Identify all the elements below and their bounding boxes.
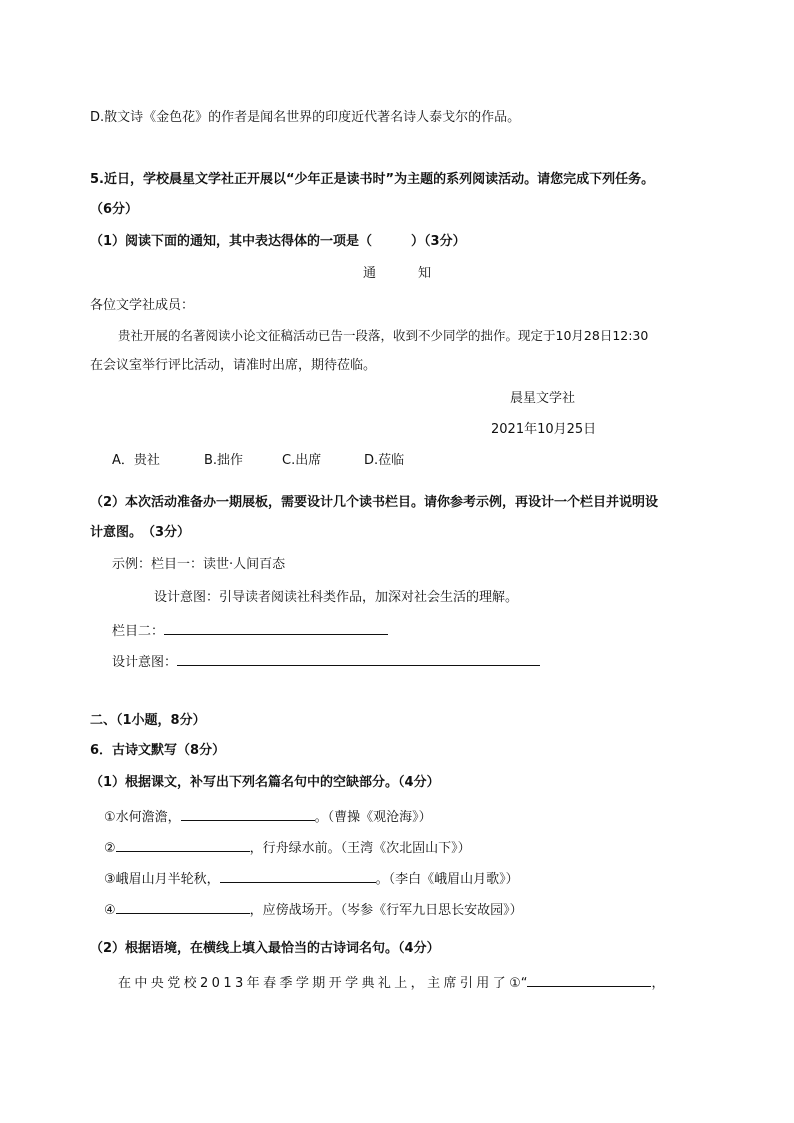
- section-2-heading: 二、（1小题，8分）: [90, 713, 206, 728]
- option-c: C.出席: [282, 453, 322, 468]
- item-1-number: ①: [104, 810, 116, 825]
- design-intent-row: [112, 651, 540, 672]
- item-1-blank[interactable]: [181, 806, 315, 821]
- notice-signature: 晨星文学社: [510, 391, 576, 406]
- item-3-before: 峨眉山月半轮秋，: [115, 872, 220, 887]
- option-b: B.拙作: [204, 453, 244, 468]
- question-5-points: （6分）: [90, 202, 139, 217]
- question-6-part2-prompt: （2）根据语境，在横线上填入最恰当的古诗词名句。（4分）: [90, 941, 440, 956]
- item-3-blank[interactable]: [220, 868, 376, 883]
- poem-fill-item-2: [104, 837, 471, 858]
- item-1-before: 水何澹澹，: [115, 810, 181, 825]
- question-5-part2-prompt-line-1: （2）本次活动准备办一期展板，需要设计几个读书栏目。请你参考示例，再设计一个栏目并说明设: [90, 495, 659, 510]
- column-2-label: 栏目二：: [112, 624, 165, 639]
- column-2-row: [112, 620, 388, 641]
- item-1-after: 。（曹操《观沧海》）: [314, 810, 432, 825]
- design-intent-label: 设计意图：: [112, 655, 178, 670]
- item-3-number: ③: [104, 872, 116, 887]
- item-4-number: ④: [104, 903, 116, 918]
- notice-body-line-1: 贵社开展的名著阅读小论文征稿活动已告一段落，收到不少同学的拙作。现定于10月28日12:30: [118, 328, 649, 343]
- question-5-part2-prompt-line-2: 计意图。 （3分）: [90, 525, 191, 540]
- example-column-line: 示例：栏目一：读世·人间百态: [112, 557, 286, 572]
- item-2-number: ②: [104, 841, 116, 856]
- context-comma: ，: [651, 976, 665, 991]
- item-3-after: 。（李白《峨眉山月歌》）: [375, 872, 519, 887]
- option-a: A．贵社: [112, 453, 160, 468]
- design-intent-answer-blank[interactable]: [177, 651, 540, 666]
- context-blank-number: ①“: [509, 976, 528, 991]
- question-5-part1-prompt: （1）阅读下面的通知，其中表达得体的一项是（ ）（3分）: [90, 234, 466, 249]
- context-line: [118, 972, 665, 993]
- notice-greeting: 各位文学社成员：: [90, 298, 195, 313]
- notice-title-char-2: 知: [418, 266, 432, 281]
- option-d-statement: D.散文诗《金色花》的作者是闻名世界的印度近代著名诗人泰戈尔的作品。: [90, 110, 521, 125]
- option-d: D.莅临: [364, 453, 405, 468]
- poem-fill-item-4: [104, 899, 523, 920]
- column-2-answer-blank[interactable]: [164, 620, 388, 635]
- context-text: 在中央党校2013年春季学期开学典礼上，主席引用了: [118, 976, 510, 991]
- question-6-title: 6．古诗文默写（8分）: [90, 743, 226, 758]
- poem-fill-item-1: [104, 806, 432, 827]
- item-2-blank[interactable]: [116, 837, 250, 852]
- notice-date: 2021年10月25日: [491, 422, 597, 437]
- poem-fill-item-3: [104, 868, 519, 889]
- notice-body-line-2: 在会议室举行评比活动，请准时出席，期待莅临。: [90, 358, 377, 373]
- notice-title-char-1: 通: [363, 266, 377, 281]
- item-4-blank[interactable]: [116, 899, 250, 914]
- example-intent-line: 设计意图：引导读者阅读社科类作品，加深对社会生活的理解。: [154, 590, 519, 605]
- item-2-after: ，行舟绿水前。（王湾《次北固山下》）: [249, 841, 471, 856]
- question-5-stem: 5.近日，学校晨星文学社正开展以“少年正是读书时”为主题的系列阅读活动。请您完成下列任务。: [90, 172, 655, 187]
- context-answer-blank[interactable]: [527, 972, 651, 987]
- question-6-part1-prompt: （1）根据课文，补写出下列名篇名句中的空缺部分。（4分）: [90, 775, 440, 790]
- item-4-after: ，应傍战场开。（岑参《行军九日思长安故园》）: [249, 903, 523, 918]
